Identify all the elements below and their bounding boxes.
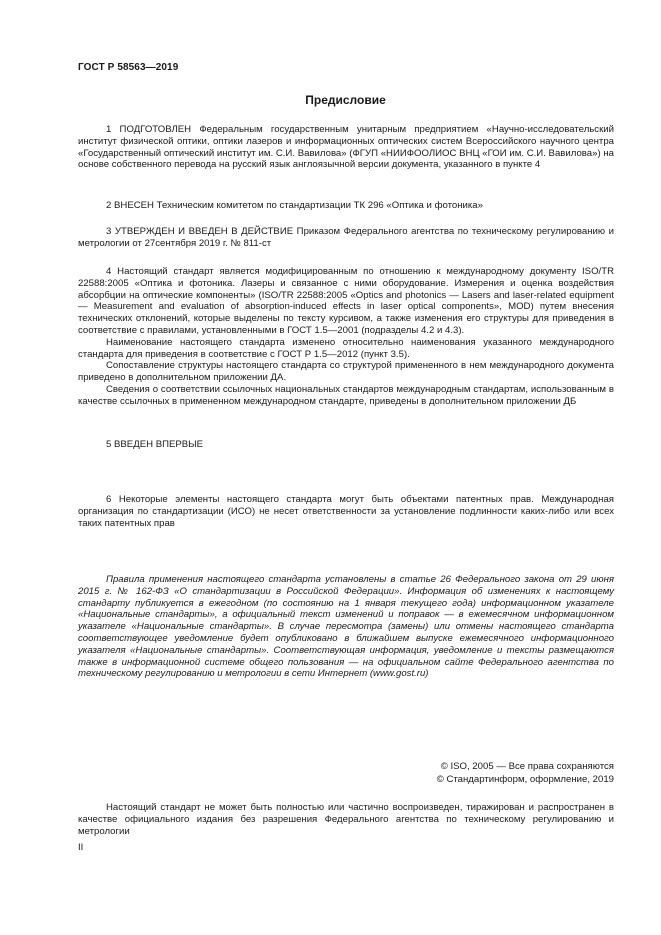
- document-code-header: ГОСТ Р 58563—2019: [78, 62, 179, 73]
- section-4-paragraph-4: Сведения о соответствии ссылочных национальных стандартов международным стандартам, использованным в качестве ссылочных в примененном международном стандарте, приведены в дополнительном приложении ДБ: [78, 383, 614, 407]
- section-3-text: 3 УТВЕРЖДЕН И ВВЕДЕН В ДЕЙСТВИЕ Приказом Федерального агентства по техническому регулированию и метрологии от 27сентября 2019 г. № 811-ст: [78, 226, 614, 249]
- reproduction-text: Настоящий стандарт не может быть полностью или частично воспроизведен, тиражирован и распространен в качестве официального издания без разрешения Федерального агентства по техническому регулированию и метрологии: [78, 802, 614, 837]
- section-4-paragraph-1: 4 Настоящий стандарт является модифицированным по отношению к международному документу ISO/TR 22588:2005 «Оптика и фотоника. Лазеры и связанное с ними оборудование. Измерения и оценка воздействия абсорбции на оптические компоненты» (ISO/TR 22588:2005 «Optics and photonics — Lasers and laser-related equipment — Measurement and evaluation of absorption-induced effects in laser optical components», MOD) путем внесения технических отклонений, которые выделены по тексту курсивом, а также изменения его структуры для приведения в соответствие с правилами, установленными в ГОСТ 1.5—2001 (подразделы 4.2 и 4.3).: [78, 266, 614, 336]
- section-4: [78, 266, 614, 408]
- section-3: [78, 226, 614, 250]
- section-5: [78, 439, 614, 451]
- section-4-paragraph-3: Сопоставление структуры настоящего стандарта со структурой примененного в нем международного документа приведено в дополнительном приложении ДА.: [78, 360, 614, 384]
- standartinform-copyright: © Стандартинформ, оформление, 2019: [436, 774, 614, 785]
- page-title: Предисловие: [305, 93, 386, 107]
- section-6: [78, 494, 614, 529]
- application-rules-notice: [78, 574, 614, 680]
- section-6-text: 6 Некоторые элементы настоящего стандарта могут быть объектами патентных прав. Международная организация по стандартизации (ИСО) не несет ответственности за установление подлинности каких-либо или всех таких патентных прав: [78, 494, 614, 529]
- notice-text: Правила применения настоящего стандарта установлены в статье 26 Федерального закона от 29 июня 2015 г. № 162-ФЗ «О стандартизации в Российской Федерации». Информация об изменениях к настоящему стандарту публикуется в ежегодном (по состоянию на 1 января текущего года) информационном указателе «Национальные стандарты», а официальный текст изменений и поправок — в ежемесячном информационном указателе «Национальные стандарты». В случае пересмотра (замены) или отмены настоящего стандарта соответствующее уведомление будет опубликовано в ближайшем выпуске ежемесячного информационного указателя «Национальные стандарты». Соответствующая информация, уведомление и тексты размещаются также в информационной системе общего пользования — на официальном сайте Федерального агентства по техническому регулированию и метрологии в сети Интернет (www.gost.ru): [78, 574, 614, 680]
- copyright-block: [437, 760, 614, 786]
- page-number: II: [78, 842, 84, 853]
- section-1: [78, 124, 614, 171]
- iso-copyright: © ISO, 2005 — Все права сохраняются: [440, 761, 614, 772]
- section-2-text: 2 ВНЕСЕН Техническим комитетом по стандартизации ТК 296 «Оптика и фотоника»: [106, 200, 483, 211]
- section-1-text: 1 ПОДГОТОВЛЕН Федеральным государственным унитарным предприятием «Научно-исследовательский институт физической оптики, оптики лазеров и информационных оптических систем Всероссийского научного центра «Государственный оптический институт им. С.И. Вавилова» (ФГУП «НИИФООЛИОС ВНЦ «ГОИ им. С.И. Вавилова») на основе собственного перевода на русский язык англоязычной версии документа, указанного в пункте 4: [78, 124, 614, 171]
- section-5-text: 5 ВВЕДЕН ВПЕРВЫЕ: [106, 439, 204, 450]
- section-4-paragraph-2: Наименование настоящего стандарта изменено относительно наименования указанного международного стандарта для приведения в соответствие с ГОСТ Р 1.5—2012 (пункт 3.5).: [78, 336, 614, 360]
- reproduction-notice: [78, 802, 614, 837]
- section-2: [78, 200, 614, 212]
